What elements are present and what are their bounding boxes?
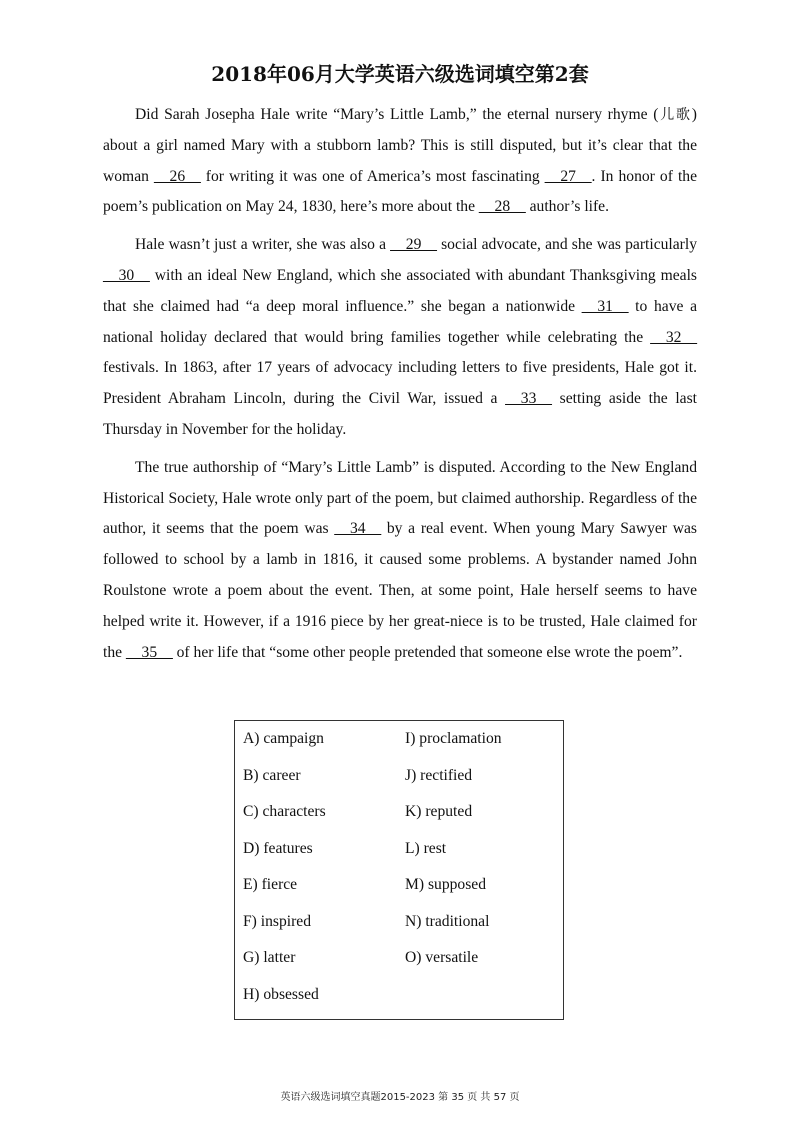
word-option: F) inspired [243,912,312,930]
p1-text-4: . In honor of the poem’s publication on May 24, 1830, here’s more about the [103,167,698,216]
blank-29: __29__ [390,236,437,254]
word-bank-right-column [405,729,502,985]
p2-text-3: with an ideal New England, which she associated with abundant Thanksgiving meals that she claimed had “a deep moral influence.” she began a nationwide [103,266,697,315]
paragraph-1 [103,100,697,223]
p2-text-6: setting aside the last Thursday in November for the holiday. [103,390,698,438]
p2-text-5: festivals. In 1863, after 17 years of advocacy including letters to five presidents, Hale got it. President Abraham Lincoln, during the Civil War, issued a [103,359,697,408]
word-option: A) campaign [243,730,324,747]
paragraph-3 [103,453,697,669]
word-option: B) career [243,766,301,784]
blank-27: __27__ [544,167,592,185]
word-option: L) rest [405,839,447,857]
blank-28: __28__ [478,198,526,216]
word-option: O) versatile [405,949,479,966]
p1-text-5: author’s life. [525,198,609,216]
word-option: I) proclamation [405,730,502,747]
word-bank-left-column [243,729,326,1021]
blank-32: __32__ [650,328,697,346]
p1-text-3: for writing it was one of America’s most fascinating [200,167,545,185]
word-option: C) characters [243,803,326,820]
blank-26: __26__ [153,167,201,185]
blank-31: __31__ [581,297,629,315]
word-option: E) fierce [243,876,298,893]
p1-gloss: 儿歌 [658,107,692,123]
passage [103,100,697,675]
page-footer: 英语六级选词填空真题2015-2023 第 35 页 共 57 页 [280,1092,520,1103]
p2-text-1: Hale wasn’t just a writer, she was also a [135,236,391,254]
paragraph-2 [103,230,697,446]
p2-text-2: social advocate, and she was particularly [436,236,697,254]
word-option: G) latter [243,949,296,966]
p3-text-1: The true authorship of “Mary’s Little Lamb” is disputed. According to the New England Historical Society, Hale wrote only part of the poem, but claimed authorship. Regardless of the author, it seems that the poem was [103,458,697,538]
p3-text-3: of her life that “some other people pretended that someone else wrote the poem”. [172,643,683,661]
p1-text-1: Did Sarah Josepha Hale write “Mary’s Little Lamb,” the eternal nursery rhyme ( [135,106,659,123]
word-option: M) supposed [405,876,486,893]
blank-30: __30__ [103,266,150,284]
word-bank [234,720,564,1020]
blank-35: __35__ [125,643,173,661]
p2-text-4: to have a national holiday declared that would bring families together while celebrating the [103,297,697,346]
word-option: J) rectified [405,766,473,784]
word-option: N) traditional [405,912,490,930]
blank-33: __33__ [505,390,552,408]
p1-text-2: ) about a girl named Mary with a stubborn lamb? This is still disputed, but it’s clear that the woman [103,106,697,185]
blank-34: __34__ [334,520,382,538]
word-option: H) obsessed [243,985,319,1003]
word-option: K) reputed [405,803,473,820]
word-option: D) features [243,839,313,857]
p3-text-2: by a real event. When young Mary Sawyer was followed to school by a lamb in 1816, it caused some problems. A bystander named John Roulstone wrote a poem about the event. Then, at some point, Hale herself seems to have helped write it. However, if a 1916 piece by her great-niece is to be trusted, Hale claimed for the [103,520,697,661]
page-title: 2018年06月大学英语六级选词填空第2套 [211,62,589,86]
